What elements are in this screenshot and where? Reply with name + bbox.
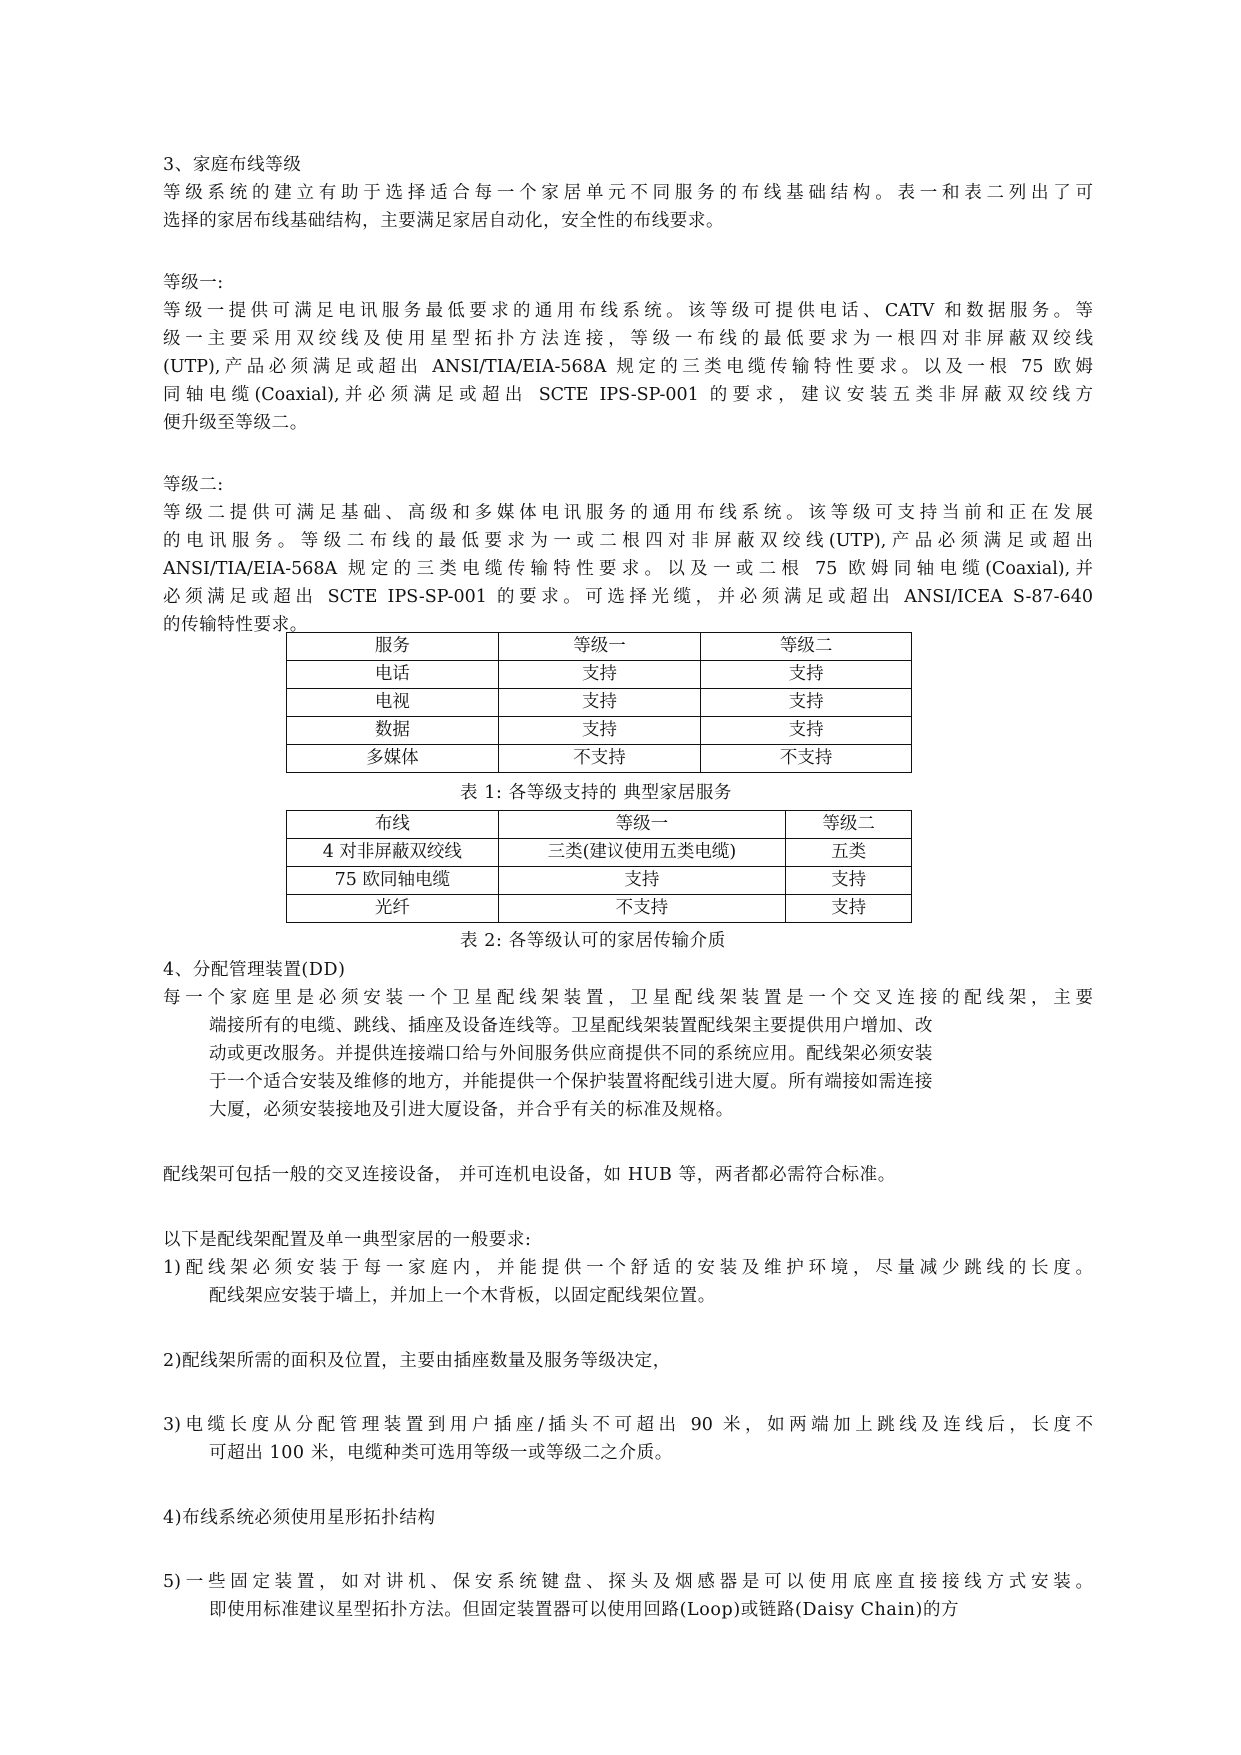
- table-cell: 电话: [287, 661, 499, 689]
- level2-line-4: 必须满足或超出 SCTE IPS-SP-001 的要求。可选择光缆，并必须满足或超出 ANSI/ICEA S-87-640: [163, 587, 1093, 607]
- table-cell: 数据: [287, 717, 499, 745]
- table-cell: 支持: [498, 717, 701, 745]
- level1-title: 等级一:: [163, 273, 224, 293]
- table-cell: 支持: [786, 867, 912, 895]
- table-cell: 支持: [498, 689, 701, 717]
- table1-caption: 表 1: 各等级支持的 典型家居服务: [460, 783, 733, 803]
- section3-intro-line-2: 选择的家居布线基础结构，主要满足家居自动化，安全性的布线要求。: [163, 211, 725, 231]
- section3-heading: 3、家庭布线等级: [163, 155, 302, 175]
- section4-para1-line-4: 于一个适合安装及维修的地方，并能提供一个保护装置将配线引进大厦。所有端接如需连接: [209, 1072, 933, 1092]
- table-row: [287, 717, 912, 745]
- table-cell: 不支持: [498, 895, 786, 923]
- list-item-4: 4)布线系统必须使用星形拓扑结构: [163, 1508, 436, 1528]
- table-row: [287, 745, 912, 773]
- table-header-cell: 等级二: [701, 633, 912, 661]
- table-header-row: [287, 633, 912, 661]
- table-cell: 五类: [786, 839, 912, 867]
- section4-para1-line-5: 大厦，必须安装接地及引进大厦设备，并合乎有关的标准及规格。: [209, 1100, 734, 1120]
- section4-para1-line-3: 动或更改服务。并提供连接端口给与外间服务供应商提供不同的系统应用。配线架必须安装: [209, 1044, 933, 1064]
- section4-para1-line-2: 端接所有的电缆、跳线、插座及设备连线等。卫星配线架装置配线架主要提供用户增加、改: [209, 1016, 933, 1036]
- table-header-row: [287, 811, 912, 839]
- section4-para2: 配线架可包括一般的交叉连接设备， 并可连机电设备，如 HUB 等，两者都必需符合标准。: [163, 1165, 896, 1185]
- level2-line-5: 的传输特性要求。: [163, 615, 308, 635]
- table-header-cell: 服务: [287, 633, 499, 661]
- table-header-cell: 布线: [287, 811, 499, 839]
- level2-line-3: ANSI/TIA/EIA-568A 规定的三类电缆传输特性要求。以及一或二根 75 欧姆同轴电缆(Coaxial),并: [163, 559, 1093, 579]
- list-item-2: 2)配线架所需的面积及位置，主要由插座数量及服务等级决定，: [163, 1351, 671, 1371]
- level2-line-2: 的电讯服务。等级二布线的最低要求为一或二根四对非屏蔽双绞线(UTP),产品必须满足或超出: [163, 531, 1093, 551]
- table-cell: 不支持: [498, 745, 701, 773]
- table-cell: 电视: [287, 689, 499, 717]
- table-row: [287, 895, 912, 923]
- section4-para3: 以下是配线架配置及单一典型家居的一般要求:: [163, 1230, 532, 1250]
- level2-title: 等级二:: [163, 475, 224, 495]
- table-cell: 75 欧同轴电缆: [287, 867, 499, 895]
- table-cell: 不支持: [701, 745, 912, 773]
- table-cell: 多媒体: [287, 745, 499, 773]
- table-media: [286, 810, 912, 923]
- table-header-cell: 等级二: [786, 811, 912, 839]
- table-cell: 4 对非屏蔽双绞线: [287, 839, 499, 867]
- table-row: [287, 689, 912, 717]
- list-item-5-line-1: 5)一些固定装置，如对讲机、保安系统键盘、探头及烟感器是可以使用底座直接接线方式安装。: [163, 1572, 1093, 1592]
- table-cell: 支持: [498, 867, 786, 895]
- level1-line-1: 等级一提供可满足电讯服务最低要求的通用布线系统。该等级可提供电话、CATV 和数据服务。等: [163, 301, 1093, 321]
- list-item-1-line-2: 配线架应安装于墙上，并加上一个木背板，以固定配线架位置。: [209, 1286, 716, 1306]
- table-cell: 支持: [701, 717, 912, 745]
- table-services: [286, 632, 912, 773]
- level1-line-2: 级一主要采用双绞线及使用星型拓扑方法连接，等级一布线的最低要求为一根四对非屏蔽双绞线: [163, 329, 1093, 349]
- table-cell: 三类(建议使用五类电缆): [498, 839, 786, 867]
- table-header-cell: 等级一: [498, 633, 701, 661]
- level1-line-4: 同轴电缆(Coaxial),并必须满足或超出 SCTE IPS-SP-001 的要求，建议安装五类非屏蔽双绞线方: [163, 385, 1093, 405]
- list-item-3-line-1: 3)电缆长度从分配管理装置到用户插座/插头不可超出 90 米，如两端加上跳线及连线后，长度不: [163, 1415, 1093, 1435]
- level1-line-5: 便升级至等级二。: [163, 413, 308, 433]
- list-item-3-line-2: 可超出 100 米，电缆种类可选用等级一或等级二之介质。: [209, 1443, 673, 1463]
- table-cell: 支持: [701, 689, 912, 717]
- table-cell: 支持: [786, 895, 912, 923]
- table-row: [287, 839, 912, 867]
- table2-caption: 表 2: 各等级认可的家居传输介质: [460, 931, 726, 951]
- list-item-1-line-1: 1)配线架必须安装于每一家庭内，并能提供一个舒适的安装及维护环境，尽量减少跳线的长度。: [163, 1258, 1093, 1278]
- table-header-cell: 等级一: [498, 811, 786, 839]
- level1-line-3: (UTP),产品必须满足或超出 ANSI/TIA/EIA-568A 规定的三类电缆传输特性要求。以及一根 75 欧姆: [163, 357, 1093, 377]
- section3-intro-line-1: 等级系统的建立有助于选择适合每一个家居单元不同服务的布线基础结构。表一和表二列出了可: [163, 183, 1093, 203]
- table-cell: 支持: [498, 661, 701, 689]
- section4-heading: 4、分配管理装置(DD): [163, 960, 346, 980]
- table-row: [287, 661, 912, 689]
- table-row: [287, 867, 912, 895]
- table-cell: 支持: [701, 661, 912, 689]
- level2-line-1: 等级二提供可满足基础、高级和多媒体电讯服务的通用布线系统。该等级可支持当前和正在发展: [163, 503, 1093, 523]
- section4-para1-line-1: 每一个家庭里是必须安装一个卫星配线架装置，卫星配线架装置是一个交叉连接的配线架，主要: [163, 988, 1093, 1008]
- table-cell: 光纤: [287, 895, 499, 923]
- list-item-5-line-2: 即使用标准建议星型拓扑方法。但固定装置器可以使用回路(Loop)或链路(Daisy Chain)的方: [209, 1600, 960, 1620]
